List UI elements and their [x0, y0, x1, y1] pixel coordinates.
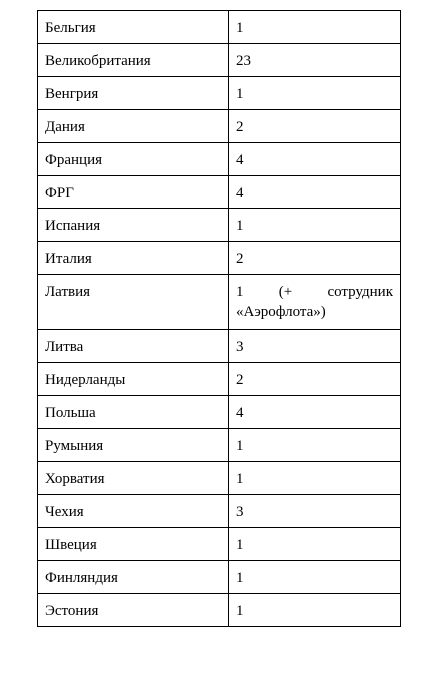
count-value: 1: [236, 284, 244, 300]
table-row: [38, 44, 401, 77]
count-cell: [229, 275, 401, 330]
count-note-open: (+: [278, 284, 293, 300]
count-cell: 2: [229, 242, 401, 275]
country-cell: Литва: [38, 330, 229, 363]
count-cell: 1: [229, 528, 401, 561]
count-cell: 23: [229, 44, 401, 77]
table-row: [38, 528, 401, 561]
table-row: [38, 363, 401, 396]
table-row: [38, 209, 401, 242]
table-row: [38, 143, 401, 176]
count-cell: 1: [229, 429, 401, 462]
country-cell: Италия: [38, 242, 229, 275]
country-cell: Швеция: [38, 528, 229, 561]
country-cell: Великобритания: [38, 44, 229, 77]
count-cell: 4: [229, 176, 401, 209]
count-note-line: [236, 282, 393, 302]
count-cell: 1: [229, 209, 401, 242]
count-cell: 1: [229, 11, 401, 44]
count-cell: 1: [229, 561, 401, 594]
count-cell: 1: [229, 594, 401, 627]
country-cell: Венгрия: [38, 77, 229, 110]
table-row: [38, 242, 401, 275]
table-row: [38, 396, 401, 429]
country-cell: Румыния: [38, 429, 229, 462]
table-row: [38, 561, 401, 594]
country-cell: Латвия: [38, 275, 229, 330]
country-cell: Бельгия: [38, 11, 229, 44]
country-cell: Испания: [38, 209, 229, 242]
country-cell: Польша: [38, 396, 229, 429]
table-row: [38, 330, 401, 363]
table-row: [38, 462, 401, 495]
table-row: [38, 275, 401, 330]
count-cell: 4: [229, 143, 401, 176]
country-count-table: [37, 10, 401, 627]
table-row: [38, 110, 401, 143]
count-cell: 1: [229, 77, 401, 110]
count-note-continuation: «Аэрофлота»): [236, 304, 326, 320]
country-cell: Франция: [38, 143, 229, 176]
count-cell: 1: [229, 462, 401, 495]
count-cell: 3: [229, 495, 401, 528]
count-cell: 2: [229, 110, 401, 143]
country-cell: Нидерланды: [38, 363, 229, 396]
country-cell: Хорватия: [38, 462, 229, 495]
country-cell: Дания: [38, 110, 229, 143]
table-row: [38, 495, 401, 528]
country-cell: Эстония: [38, 594, 229, 627]
count-cell: 3: [229, 330, 401, 363]
table-row: [38, 77, 401, 110]
table-row: [38, 429, 401, 462]
table-row: [38, 594, 401, 627]
table-row: [38, 11, 401, 44]
country-cell: ФРГ: [38, 176, 229, 209]
table-row: [38, 176, 401, 209]
country-cell: Чехия: [38, 495, 229, 528]
count-note-word: сотрудник: [327, 284, 393, 300]
count-cell: 4: [229, 396, 401, 429]
count-cell: 2: [229, 363, 401, 396]
country-cell: Финляндия: [38, 561, 229, 594]
